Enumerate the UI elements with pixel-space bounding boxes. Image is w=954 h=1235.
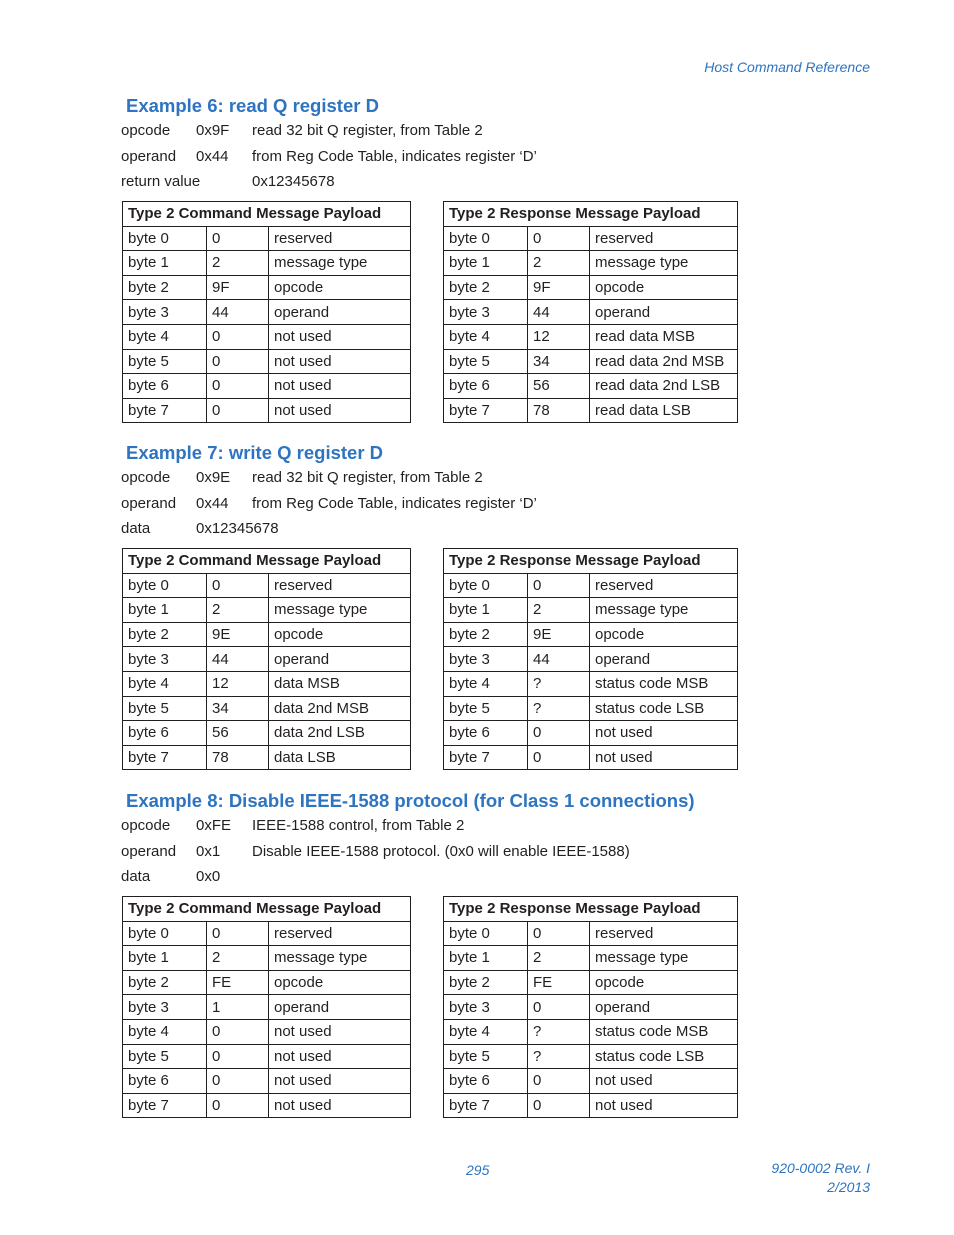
meaning-cell: opcode bbox=[269, 970, 411, 995]
param-value: 0x9F bbox=[196, 122, 230, 139]
meaning-cell: not used bbox=[269, 398, 411, 423]
meaning-cell: read data 2nd MSB bbox=[590, 349, 738, 374]
meaning-cell: operand bbox=[590, 647, 738, 672]
meaning-cell: operand bbox=[269, 647, 411, 672]
table-row bbox=[444, 349, 738, 374]
meaning-cell: not used bbox=[590, 745, 738, 770]
byte-cell: byte 7 bbox=[444, 745, 528, 770]
param-description: from Reg Code Table, indicates register ‘D’ bbox=[252, 495, 537, 512]
byte-cell: byte 4 bbox=[123, 1019, 207, 1044]
response-payload-table bbox=[443, 896, 738, 1118]
table-row bbox=[123, 598, 411, 623]
table-row bbox=[123, 647, 411, 672]
param-label: operand bbox=[121, 495, 177, 512]
value-cell: 0 bbox=[207, 1019, 269, 1044]
byte-cell: byte 3 bbox=[123, 995, 207, 1020]
example-section bbox=[0, 95, 954, 425]
byte-cell: byte 0 bbox=[444, 573, 528, 598]
meaning-cell: data MSB bbox=[269, 671, 411, 696]
value-cell: ? bbox=[528, 1019, 590, 1044]
value-cell: 9F bbox=[528, 275, 590, 300]
meaning-cell: opcode bbox=[590, 970, 738, 995]
example-section bbox=[0, 790, 954, 1120]
meaning-cell: reserved bbox=[590, 921, 738, 946]
param-description: IEEE-1588 control, from Table 2 bbox=[252, 817, 465, 834]
byte-cell: byte 1 bbox=[123, 598, 207, 623]
byte-cell: byte 5 bbox=[123, 349, 207, 374]
param-description: read 32 bit Q register, from Table 2 bbox=[252, 122, 483, 139]
doc-date: 2/2013 bbox=[827, 1179, 870, 1195]
meaning-cell: status code MSB bbox=[590, 671, 738, 696]
meaning-cell: not used bbox=[590, 1069, 738, 1094]
meaning-cell: not used bbox=[269, 374, 411, 399]
byte-cell: byte 6 bbox=[123, 721, 207, 746]
table-row bbox=[123, 696, 411, 721]
byte-cell: byte 5 bbox=[123, 696, 207, 721]
value-cell: 9E bbox=[207, 622, 269, 647]
meaning-cell: not used bbox=[269, 1093, 411, 1118]
byte-cell: byte 2 bbox=[123, 622, 207, 647]
table-row bbox=[123, 275, 411, 300]
value-cell: 0 bbox=[207, 921, 269, 946]
value-cell: 0 bbox=[528, 1069, 590, 1094]
table-row bbox=[123, 622, 411, 647]
byte-cell: byte 7 bbox=[123, 745, 207, 770]
table-row bbox=[444, 251, 738, 276]
table-row bbox=[123, 226, 411, 251]
meaning-cell: not used bbox=[269, 1069, 411, 1094]
byte-cell: byte 1 bbox=[123, 946, 207, 971]
param-value: 0xFE bbox=[196, 817, 232, 834]
value-cell: 44 bbox=[207, 647, 269, 672]
meaning-cell: read data MSB bbox=[590, 324, 738, 349]
meaning-cell: data 2nd MSB bbox=[269, 696, 411, 721]
table-row bbox=[123, 398, 411, 423]
table-row bbox=[123, 349, 411, 374]
table-row bbox=[123, 671, 411, 696]
table-row bbox=[444, 226, 738, 251]
meaning-cell: not used bbox=[590, 1093, 738, 1118]
byte-cell: byte 5 bbox=[123, 1044, 207, 1069]
table-row bbox=[444, 721, 738, 746]
value-cell: 0 bbox=[207, 226, 269, 251]
table-row bbox=[123, 300, 411, 325]
value-cell: FE bbox=[528, 970, 590, 995]
table-title: Type 2 Command Message Payload bbox=[123, 897, 411, 922]
table-row bbox=[123, 374, 411, 399]
value-cell: ? bbox=[528, 696, 590, 721]
value-cell: 0 bbox=[207, 349, 269, 374]
value-cell: 0 bbox=[528, 226, 590, 251]
value-cell: 2 bbox=[207, 946, 269, 971]
example-section bbox=[0, 442, 954, 772]
param-label: data bbox=[121, 868, 151, 885]
byte-cell: byte 4 bbox=[123, 671, 207, 696]
example-title: Example 8: Disable IEEE-1588 protocol (for Class 1 connections) bbox=[126, 790, 695, 811]
command-payload-table bbox=[122, 896, 411, 1118]
value-cell: 0 bbox=[207, 398, 269, 423]
value-cell: 0 bbox=[207, 573, 269, 598]
meaning-cell: reserved bbox=[269, 921, 411, 946]
param-value: 0x9E bbox=[196, 469, 231, 486]
meaning-cell: message type bbox=[269, 598, 411, 623]
meaning-cell: reserved bbox=[269, 226, 411, 251]
table-row bbox=[444, 696, 738, 721]
byte-cell: byte 6 bbox=[444, 1069, 528, 1094]
value-cell: 56 bbox=[528, 374, 590, 399]
value-cell: 0 bbox=[207, 1069, 269, 1094]
byte-cell: byte 5 bbox=[444, 349, 528, 374]
byte-cell: byte 3 bbox=[123, 300, 207, 325]
table-row bbox=[444, 671, 738, 696]
table-row bbox=[444, 1044, 738, 1069]
table-row bbox=[123, 721, 411, 746]
meaning-cell: opcode bbox=[590, 622, 738, 647]
meaning-cell: not used bbox=[269, 324, 411, 349]
byte-cell: byte 2 bbox=[123, 970, 207, 995]
table-title: Type 2 Response Message Payload bbox=[444, 897, 738, 922]
meaning-cell: message type bbox=[590, 251, 738, 276]
table-row bbox=[123, 1093, 411, 1118]
meaning-cell: not used bbox=[269, 1044, 411, 1069]
param-label: operand bbox=[121, 843, 177, 860]
table-row bbox=[444, 970, 738, 995]
value-cell: 1 bbox=[207, 995, 269, 1020]
value-cell: 2 bbox=[528, 946, 590, 971]
byte-cell: byte 2 bbox=[444, 970, 528, 995]
value-cell: 2 bbox=[207, 598, 269, 623]
table-row bbox=[444, 300, 738, 325]
table-row bbox=[444, 946, 738, 971]
meaning-cell: status code MSB bbox=[590, 1019, 738, 1044]
byte-cell: byte 0 bbox=[444, 921, 528, 946]
value-cell: FE bbox=[207, 970, 269, 995]
value-cell: ? bbox=[528, 671, 590, 696]
meaning-cell: message type bbox=[590, 598, 738, 623]
meaning-cell: not used bbox=[590, 721, 738, 746]
table-row bbox=[123, 995, 411, 1020]
meaning-cell: data 2nd LSB bbox=[269, 721, 411, 746]
value-cell: 12 bbox=[528, 324, 590, 349]
value-cell: 9E bbox=[528, 622, 590, 647]
table-row bbox=[123, 1019, 411, 1044]
byte-cell: byte 1 bbox=[444, 251, 528, 276]
table-row bbox=[123, 251, 411, 276]
table-row bbox=[123, 1069, 411, 1094]
byte-cell: byte 0 bbox=[123, 573, 207, 598]
value-cell: 44 bbox=[528, 300, 590, 325]
value-cell: 0 bbox=[207, 1044, 269, 1069]
meaning-cell: opcode bbox=[269, 275, 411, 300]
table-row bbox=[123, 946, 411, 971]
byte-cell: byte 3 bbox=[444, 300, 528, 325]
byte-cell: byte 5 bbox=[444, 696, 528, 721]
meaning-cell: not used bbox=[269, 1019, 411, 1044]
value-cell: 0 bbox=[528, 995, 590, 1020]
meaning-cell: message type bbox=[269, 251, 411, 276]
table-row bbox=[123, 970, 411, 995]
meaning-cell: data LSB bbox=[269, 745, 411, 770]
table-title: Type 2 Response Message Payload bbox=[444, 549, 738, 574]
byte-cell: byte 2 bbox=[444, 622, 528, 647]
byte-cell: byte 4 bbox=[444, 671, 528, 696]
table-row bbox=[444, 745, 738, 770]
meaning-cell: opcode bbox=[590, 275, 738, 300]
byte-cell: byte 7 bbox=[123, 1093, 207, 1118]
param-description: Disable IEEE-1588 protocol. (0x0 will enable IEEE-1588) bbox=[252, 843, 630, 860]
byte-cell: byte 6 bbox=[444, 721, 528, 746]
table-title: Type 2 Command Message Payload bbox=[123, 549, 411, 574]
value-cell: 78 bbox=[528, 398, 590, 423]
meaning-cell: operand bbox=[590, 300, 738, 325]
byte-cell: byte 2 bbox=[123, 275, 207, 300]
table-row bbox=[123, 573, 411, 598]
byte-cell: byte 4 bbox=[444, 324, 528, 349]
meaning-cell: read data LSB bbox=[590, 398, 738, 423]
meaning-cell: message type bbox=[269, 946, 411, 971]
value-cell: 0 bbox=[528, 921, 590, 946]
doc-number: 920-0002 Rev. I bbox=[771, 1160, 870, 1176]
byte-cell: byte 4 bbox=[444, 1019, 528, 1044]
meaning-cell: operand bbox=[269, 300, 411, 325]
response-payload-table bbox=[443, 548, 738, 770]
table-row bbox=[444, 573, 738, 598]
param-value: 0x12345678 bbox=[252, 173, 335, 190]
param-value: 0x1 bbox=[196, 843, 221, 860]
byte-cell: byte 2 bbox=[444, 275, 528, 300]
table-row bbox=[444, 1093, 738, 1118]
meaning-cell: message type bbox=[590, 946, 738, 971]
page-number: 295 bbox=[466, 1162, 490, 1178]
value-cell: 0 bbox=[528, 573, 590, 598]
value-cell: 2 bbox=[528, 598, 590, 623]
meaning-cell: operand bbox=[269, 995, 411, 1020]
value-cell: 0 bbox=[528, 745, 590, 770]
table-row bbox=[123, 745, 411, 770]
param-value: 0x44 bbox=[196, 495, 229, 512]
param-label: operand bbox=[121, 148, 177, 165]
byte-cell: byte 1 bbox=[123, 251, 207, 276]
meaning-cell: opcode bbox=[269, 622, 411, 647]
byte-cell: byte 3 bbox=[123, 647, 207, 672]
example-title: Example 7: write Q register D bbox=[126, 442, 384, 463]
command-payload-table bbox=[122, 548, 411, 770]
meaning-cell: reserved bbox=[269, 573, 411, 598]
byte-cell: byte 1 bbox=[444, 946, 528, 971]
value-cell: 44 bbox=[207, 300, 269, 325]
value-cell: 0 bbox=[207, 1093, 269, 1118]
table-row bbox=[123, 921, 411, 946]
byte-cell: byte 1 bbox=[444, 598, 528, 623]
byte-cell: byte 0 bbox=[123, 226, 207, 251]
command-payload-table bbox=[122, 201, 411, 423]
running-header: Host Command Reference bbox=[704, 59, 870, 75]
table-row bbox=[123, 1044, 411, 1069]
value-cell: 9F bbox=[207, 275, 269, 300]
byte-cell: byte 0 bbox=[123, 921, 207, 946]
byte-cell: byte 7 bbox=[444, 398, 528, 423]
value-cell: 56 bbox=[207, 721, 269, 746]
value-cell: 0 bbox=[528, 721, 590, 746]
value-cell: 0 bbox=[207, 324, 269, 349]
meaning-cell: reserved bbox=[590, 226, 738, 251]
example-title: Example 6: read Q register D bbox=[126, 95, 379, 116]
param-label: opcode bbox=[121, 469, 171, 486]
meaning-cell: operand bbox=[590, 995, 738, 1020]
table-row bbox=[444, 398, 738, 423]
param-description: read 32 bit Q register, from Table 2 bbox=[252, 469, 483, 486]
table-row bbox=[123, 324, 411, 349]
meaning-cell: status code LSB bbox=[590, 696, 738, 721]
param-label: data bbox=[121, 520, 151, 537]
param-value: 0x0 bbox=[196, 868, 221, 885]
byte-cell: byte 6 bbox=[123, 1069, 207, 1094]
meaning-cell: not used bbox=[269, 349, 411, 374]
value-cell: ? bbox=[528, 1044, 590, 1069]
table-title: Type 2 Response Message Payload bbox=[444, 202, 738, 227]
table-row bbox=[444, 995, 738, 1020]
table-row bbox=[444, 598, 738, 623]
value-cell: 2 bbox=[528, 251, 590, 276]
value-cell: 44 bbox=[528, 647, 590, 672]
value-cell: 78 bbox=[207, 745, 269, 770]
value-cell: 2 bbox=[207, 251, 269, 276]
meaning-cell: status code LSB bbox=[590, 1044, 738, 1069]
value-cell: 0 bbox=[528, 1093, 590, 1118]
table-row bbox=[444, 622, 738, 647]
table-row bbox=[444, 1069, 738, 1094]
meaning-cell: read data 2nd LSB bbox=[590, 374, 738, 399]
value-cell: 0 bbox=[207, 374, 269, 399]
param-label: opcode bbox=[121, 122, 171, 139]
table-row bbox=[444, 374, 738, 399]
byte-cell: byte 4 bbox=[123, 324, 207, 349]
value-cell: 34 bbox=[528, 349, 590, 374]
param-description: from Reg Code Table, indicates register ‘D’ bbox=[252, 148, 537, 165]
value-cell: 34 bbox=[207, 696, 269, 721]
table-row bbox=[444, 647, 738, 672]
param-label: opcode bbox=[121, 817, 171, 834]
table-row bbox=[444, 921, 738, 946]
response-payload-table bbox=[443, 201, 738, 423]
param-label: return value bbox=[121, 173, 201, 190]
byte-cell: byte 7 bbox=[444, 1093, 528, 1118]
param-value: 0x44 bbox=[196, 148, 229, 165]
byte-cell: byte 6 bbox=[444, 374, 528, 399]
table-row bbox=[444, 275, 738, 300]
byte-cell: byte 7 bbox=[123, 398, 207, 423]
byte-cell: byte 6 bbox=[123, 374, 207, 399]
meaning-cell: reserved bbox=[590, 573, 738, 598]
byte-cell: byte 3 bbox=[444, 647, 528, 672]
byte-cell: byte 0 bbox=[444, 226, 528, 251]
param-value: 0x12345678 bbox=[196, 520, 279, 537]
table-title: Type 2 Command Message Payload bbox=[123, 202, 411, 227]
value-cell: 12 bbox=[207, 671, 269, 696]
byte-cell: byte 3 bbox=[444, 995, 528, 1020]
table-row bbox=[444, 1019, 738, 1044]
document-revision bbox=[771, 1159, 870, 1197]
byte-cell: byte 5 bbox=[444, 1044, 528, 1069]
table-row bbox=[444, 324, 738, 349]
